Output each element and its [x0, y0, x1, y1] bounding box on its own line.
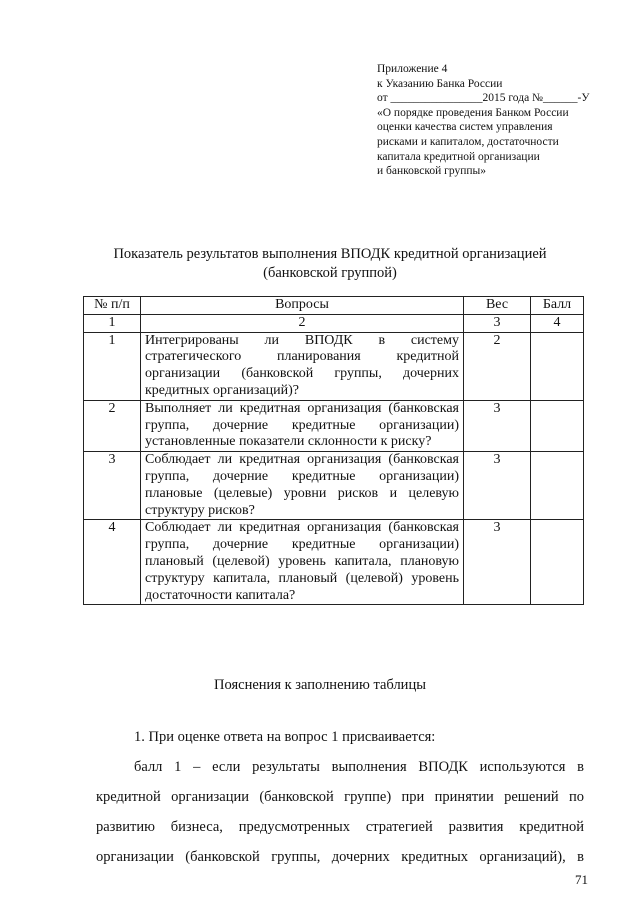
annex-line: рисками и капиталом, достаточности: [377, 135, 559, 148]
annex-header: [377, 62, 617, 179]
document-title: [60, 245, 600, 283]
header-questions: Вопросы: [141, 297, 464, 315]
paragraph-line: организации (банковской группы, дочерних кредитных организаций), в: [96, 849, 584, 865]
explanation-paragraph: [96, 752, 584, 872]
paragraph-line: балл 1 – если результаты выполнения ВПОДК используются в: [134, 759, 584, 775]
row-weight: 3: [464, 400, 531, 451]
row-num: 3: [84, 452, 141, 520]
row-num: 4: [84, 520, 141, 605]
row-question: Выполняет ли кредитная организация (банковская группа, дочерние кредитные организации) установленные показатели склонности к риску?: [141, 400, 464, 451]
table-numbering-row: [84, 314, 584, 332]
paragraph-line: развитию бизнеса, предусмотренных стратегией развития кредитной: [96, 819, 584, 835]
annex-line: и банковской группы»: [377, 165, 486, 178]
header-score: Балл: [531, 297, 584, 315]
row-weight: 2: [464, 332, 531, 400]
table-header-row: [84, 297, 584, 315]
row-score: [531, 332, 584, 400]
row-num: 2: [84, 400, 141, 451]
numbering-cell: 1: [84, 314, 141, 332]
annex-line: к Указанию Банка России: [377, 77, 503, 90]
annex-line: Приложение 4: [377, 63, 448, 75]
table-row: [84, 400, 584, 451]
explanation-title: Пояснения к заполнению таблицы: [214, 677, 426, 693]
indicators-table: [83, 296, 584, 605]
row-question: Соблюдает ли кредитная организация (банковская группа, дочерние кредитные организации) плановый (целевой) уровень капитала, плановую структуру капитала, плановый (целевой) уровень достаточности капитала?: [141, 520, 464, 605]
header-weight: Вес: [464, 297, 531, 315]
page-number: 71: [575, 872, 588, 887]
row-score: [531, 452, 584, 520]
row-score: [531, 400, 584, 451]
row-weight: 3: [464, 452, 531, 520]
annex-line: от ________________2015 года №______-У: [377, 92, 590, 105]
title-line-1: Показатель результатов выполнения ВПОДК кредитной организацией: [113, 246, 547, 262]
row-num: 1: [84, 332, 141, 400]
annex-line: оценки качества систем управления: [377, 121, 553, 134]
row-question: Интегрированы ли ВПОДК в систему стратегического планирования кредитной организации (банковской группы, дочерних кредитных организаций)?: [141, 332, 464, 400]
table-row: [84, 332, 584, 400]
table-row: [84, 452, 584, 520]
row-weight: 3: [464, 520, 531, 605]
annex-line: «О порядке проведения Банком России: [377, 106, 569, 119]
numbering-cell: 4: [531, 314, 584, 332]
row-question: Соблюдает ли кредитная организация (банковская группа, дочерние кредитные организации) плановые (целевые) уровни рисков и целевую структуру рисков?: [141, 452, 464, 520]
numbering-cell: 2: [141, 314, 464, 332]
explanation-item-1: 1. При оценке ответа на вопрос 1 присваивается:: [134, 729, 436, 745]
table-row: [84, 520, 584, 605]
numbering-cell: 3: [464, 314, 531, 332]
row-score: [531, 520, 584, 605]
paragraph-line: кредитной организации (банковской группе) при принятии решений по: [96, 789, 584, 805]
annex-line: капитала кредитной организации: [377, 150, 540, 163]
title-line-2: (банковской группой): [263, 265, 397, 281]
header-num: № п/п: [84, 297, 141, 315]
